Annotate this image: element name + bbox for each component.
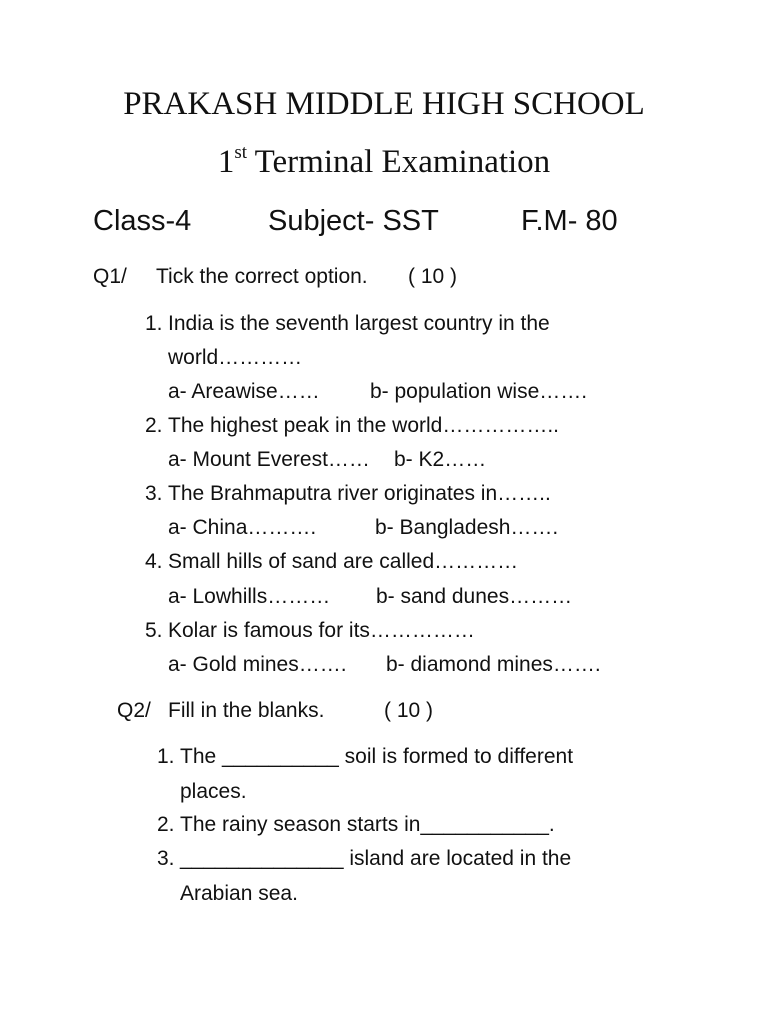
q1-item-question: The highest peak in the world…………….. (168, 414, 560, 437)
q1-item-number: 3. (145, 482, 163, 505)
exam-ordinal-suffix: st (234, 142, 247, 163)
q2-item-sentence-cont: Arabian sea. (180, 882, 298, 905)
q2-marks: ( 10 ) (384, 699, 434, 722)
q1-item-option-b: b- diamond mines……. (386, 653, 601, 676)
q1-item-option-b: b- sand dunes……… (376, 585, 573, 608)
q1-item-question: Small hills of sand are called………… (168, 550, 519, 573)
q2-item-sentence: ______________ island are located in the (180, 847, 572, 870)
q1-item-question: India is the seventh largest country in the (168, 312, 550, 335)
q1-item-option-a: a- Lowhills……… (168, 585, 331, 608)
q1-item-option-a: a- China………. (168, 516, 317, 539)
q2-label: Q2/ (117, 699, 151, 722)
q1-item-option-b: b- Bangladesh……. (375, 516, 559, 539)
q2-item-number: 2. (157, 813, 175, 836)
q2-item-sentence: The __________ soil is formed to different (180, 745, 574, 768)
q1-item-question: Kolar is famous for its…………… (168, 619, 475, 642)
q1-item-question-cont: world………… (168, 346, 303, 369)
q2-item-sentence: The rainy season starts in___________. (180, 813, 555, 836)
q1-item-option-b: b- K2…… (394, 448, 487, 471)
q1-item-number: 4. (145, 550, 163, 573)
q1-label: Q1/ (93, 265, 127, 288)
q1-item-option-a: a- Areawise…… (168, 380, 320, 403)
class-label: Class-4 (93, 205, 192, 237)
full-marks-label: F.M- 80 (521, 205, 618, 237)
q1-item-number: 2. (145, 414, 163, 437)
q1-item-number: 1. (145, 312, 163, 335)
q1-marks: ( 10 ) (408, 265, 458, 288)
exam-name: Terminal Examination (254, 144, 551, 180)
school-name: PRAKASH MIDDLE HIGH SCHOOL (123, 86, 645, 122)
q2-item-sentence-cont: places. (180, 780, 247, 803)
q1-item-option-b: b- population wise……. (370, 380, 588, 403)
exam-title (0, 144, 768, 181)
q1-item-option-a: a- Mount Everest…… (168, 448, 370, 471)
subject-label: Subject- SST (268, 205, 439, 237)
q1-instruction: Tick the correct option. (156, 265, 368, 288)
q1-item-question: The Brahmaputra river originates in…….. (168, 482, 551, 505)
q2-item-number: 3. (157, 847, 175, 870)
q1-item-option-a: a- Gold mines……. (168, 653, 347, 676)
q2-instruction: Fill in the blanks. (168, 699, 325, 722)
q2-item-number: 1. (157, 745, 175, 768)
q1-item-number: 5. (145, 619, 163, 642)
exam-ordinal-number: 1 (217, 144, 235, 180)
